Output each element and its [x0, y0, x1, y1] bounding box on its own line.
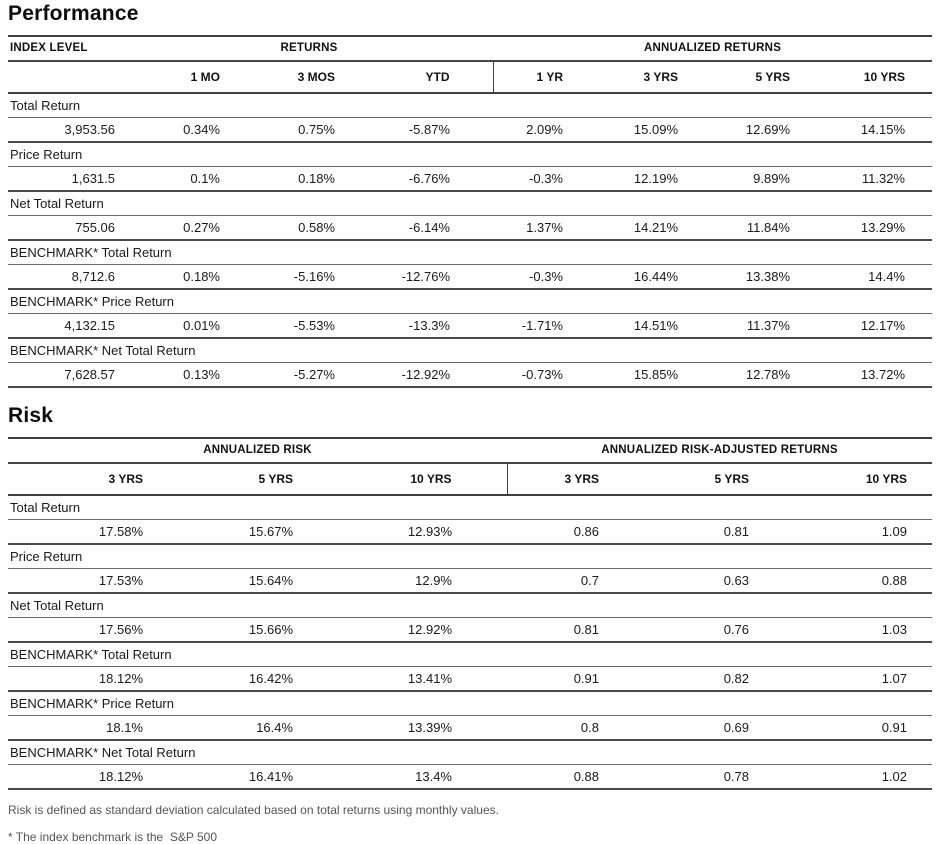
metric-label-row — [8, 142, 932, 167]
value-cell: 15.67% — [163, 520, 313, 545]
value-cell: -5.87% — [345, 118, 493, 143]
value-cell: 0.75% — [230, 118, 345, 143]
value-cell: 0.69 — [619, 716, 769, 741]
value-cell: 0.8 — [507, 716, 619, 741]
metric-values-row — [8, 569, 932, 594]
value-cell: 0.01% — [125, 314, 230, 339]
col-header-risk-10yrs: 10 YRS — [313, 463, 507, 495]
value-cell: 13.39% — [313, 716, 507, 741]
value-cell: 1.03 — [769, 618, 932, 643]
metric-label-row — [8, 289, 932, 314]
value-cell: 0.27% — [125, 216, 230, 241]
metric-label: Total Return — [8, 93, 932, 118]
metric-label-row — [8, 191, 932, 216]
value-cell: 17.53% — [8, 569, 163, 594]
metric-values-row — [8, 716, 932, 741]
value-cell: 14.51% — [573, 314, 688, 339]
value-cell: 12.9% — [313, 569, 507, 594]
metric-values-row — [8, 667, 932, 692]
col-header-ytd: YTD — [345, 61, 493, 93]
metric-values-row — [8, 314, 932, 339]
value-cell: 16.4% — [163, 716, 313, 741]
metric-label: BENCHMARK* Total Return — [8, 642, 932, 667]
metric-values-row — [8, 118, 932, 143]
value-cell: 0.13% — [125, 363, 230, 388]
value-cell: 12.78% — [688, 363, 800, 388]
value-cell: 12.17% — [800, 314, 932, 339]
value-cell: 2.09% — [493, 118, 573, 143]
value-cell: -12.92% — [345, 363, 493, 388]
empty-header-cell — [8, 61, 125, 93]
index-level-group-header: INDEX LEVEL — [8, 36, 125, 61]
metric-label: BENCHMARK* Total Return — [8, 240, 932, 265]
metric-values-row — [8, 618, 932, 643]
value-cell: 15.64% — [163, 569, 313, 594]
value-cell: -6.14% — [345, 216, 493, 241]
index-level-value: 7,628.57 — [8, 363, 125, 388]
col-header-1yr: 1 YR — [493, 61, 573, 93]
metric-label: Net Total Return — [8, 593, 932, 618]
index-level-value: 1,631.5 — [8, 167, 125, 192]
annualized-returns-group-header: ANNUALIZED RETURNS — [493, 36, 932, 61]
col-header-10yrs: 10 YRS — [800, 61, 932, 93]
value-cell: 0.81 — [507, 618, 619, 643]
performance-table — [8, 35, 932, 388]
value-cell: 9.89% — [688, 167, 800, 192]
value-cell: 12.92% — [313, 618, 507, 643]
metric-label-row — [8, 338, 932, 363]
col-header-radj-10yrs: 10 YRS — [769, 463, 932, 495]
metric-values-row — [8, 167, 932, 192]
risk-group-header-row — [8, 438, 932, 463]
value-cell: 13.38% — [688, 265, 800, 290]
col-header-1mo: 1 MO — [125, 61, 230, 93]
metric-label: Price Return — [8, 544, 932, 569]
value-cell: 1.02 — [769, 765, 932, 790]
metric-label-row — [8, 691, 932, 716]
col-header-risk-5yrs: 5 YRS — [163, 463, 313, 495]
value-cell: 0.18% — [125, 265, 230, 290]
value-cell: 0.86 — [507, 520, 619, 545]
index-level-value: 3,953.56 — [8, 118, 125, 143]
value-cell: 0.76 — [619, 618, 769, 643]
value-cell: 13.72% — [800, 363, 932, 388]
index-level-value: 8,712.6 — [8, 265, 125, 290]
value-cell: -5.16% — [230, 265, 345, 290]
metric-label: Net Total Return — [8, 191, 932, 216]
value-cell: 0.1% — [125, 167, 230, 192]
value-cell: 0.88 — [769, 569, 932, 594]
metric-label: Total Return — [8, 495, 932, 520]
value-cell: 12.69% — [688, 118, 800, 143]
value-cell: 0.82 — [619, 667, 769, 692]
value-cell: 11.37% — [688, 314, 800, 339]
metric-values-row — [8, 520, 932, 545]
value-cell: -13.3% — [345, 314, 493, 339]
value-cell: 13.4% — [313, 765, 507, 790]
value-cell: 18.12% — [8, 667, 163, 692]
value-cell: 1.37% — [493, 216, 573, 241]
metric-values-row — [8, 363, 932, 388]
value-cell: 0.78 — [619, 765, 769, 790]
value-cell: 0.63 — [619, 569, 769, 594]
col-header-risk-3yrs: 3 YRS — [8, 463, 163, 495]
value-cell: -12.76% — [345, 265, 493, 290]
value-cell: 15.09% — [573, 118, 688, 143]
performance-column-header-row — [8, 61, 932, 93]
value-cell: 16.42% — [163, 667, 313, 692]
metric-label: BENCHMARK* Net Total Return — [8, 338, 932, 363]
col-header-3yrs: 3 YRS — [573, 61, 688, 93]
index-level-value: 4,132.15 — [8, 314, 125, 339]
value-cell: 17.58% — [8, 520, 163, 545]
value-cell: 16.44% — [573, 265, 688, 290]
value-cell: 0.58% — [230, 216, 345, 241]
value-cell: 18.12% — [8, 765, 163, 790]
col-header-3mos: 3 MOS — [230, 61, 345, 93]
metric-values-row — [8, 765, 932, 790]
col-header-radj-3yrs: 3 YRS — [507, 463, 619, 495]
metric-label-row — [8, 593, 932, 618]
value-cell: 0.7 — [507, 569, 619, 594]
value-cell: 13.41% — [313, 667, 507, 692]
metric-label-row — [8, 642, 932, 667]
index-level-value: 755.06 — [8, 216, 125, 241]
value-cell: 0.34% — [125, 118, 230, 143]
value-cell: 11.32% — [800, 167, 932, 192]
value-cell: 18.1% — [8, 716, 163, 741]
metric-label-row — [8, 544, 932, 569]
performance-section-title: Performance — [8, 2, 139, 25]
metric-label-row — [8, 240, 932, 265]
annualized-risk-group-header: ANNUALIZED RISK — [8, 438, 507, 463]
value-cell: 12.19% — [573, 167, 688, 192]
col-header-radj-5yrs: 5 YRS — [619, 463, 769, 495]
risk-column-header-row — [8, 463, 932, 495]
metric-label-row — [8, 740, 932, 765]
value-cell: 14.15% — [800, 118, 932, 143]
value-cell: 16.41% — [163, 765, 313, 790]
metric-values-row — [8, 265, 932, 290]
metric-label: Price Return — [8, 142, 932, 167]
metric-label: BENCHMARK* Net Total Return — [8, 740, 932, 765]
value-cell: 0.91 — [769, 716, 932, 741]
returns-group-header: RETURNS — [125, 36, 493, 61]
risk-table — [8, 437, 932, 790]
benchmark-footnote: * The index benchmark is the S&P 500 — [8, 830, 218, 844]
value-cell: -0.73% — [493, 363, 573, 388]
value-cell: -5.53% — [230, 314, 345, 339]
col-header-5yrs: 5 YRS — [688, 61, 800, 93]
risk-section-title: Risk — [8, 404, 54, 427]
value-cell: -6.76% — [345, 167, 493, 192]
risk-definition-footnote: Risk is defined as standard deviation calculated based on total returns using monthly values. — [8, 803, 499, 817]
metric-label-row — [8, 93, 932, 118]
value-cell: 13.29% — [800, 216, 932, 241]
value-cell: 15.85% — [573, 363, 688, 388]
value-cell: -0.3% — [493, 265, 573, 290]
value-cell: 17.56% — [8, 618, 163, 643]
value-cell: -1.71% — [493, 314, 573, 339]
metric-label-row — [8, 495, 932, 520]
metric-label: BENCHMARK* Price Return — [8, 691, 932, 716]
value-cell: 0.91 — [507, 667, 619, 692]
value-cell: -0.3% — [493, 167, 573, 192]
performance-group-header-row — [8, 36, 932, 61]
annualized-risk-adjusted-group-header: ANNUALIZED RISK-ADJUSTED RETURNS — [507, 438, 932, 463]
value-cell: 14.21% — [573, 216, 688, 241]
value-cell: 12.93% — [313, 520, 507, 545]
value-cell: 0.18% — [230, 167, 345, 192]
value-cell: -5.27% — [230, 363, 345, 388]
metric-values-row — [8, 216, 932, 241]
value-cell: 14.4% — [800, 265, 932, 290]
value-cell: 15.66% — [163, 618, 313, 643]
value-cell: 11.84% — [688, 216, 800, 241]
value-cell: 1.07 — [769, 667, 932, 692]
value-cell: 1.09 — [769, 520, 932, 545]
value-cell: 0.88 — [507, 765, 619, 790]
value-cell: 0.81 — [619, 520, 769, 545]
metric-label: BENCHMARK* Price Return — [8, 289, 932, 314]
